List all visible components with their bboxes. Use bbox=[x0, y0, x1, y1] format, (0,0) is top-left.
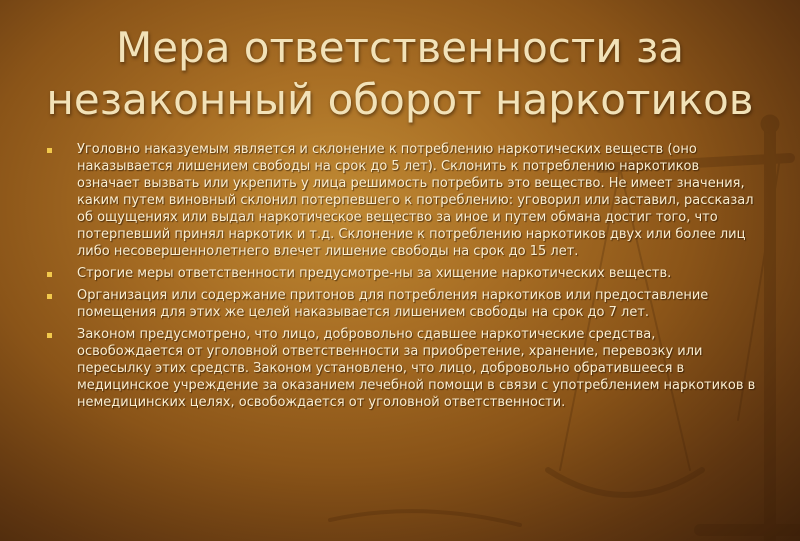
bullet-item bbox=[44, 265, 764, 282]
bullet-marker-icon bbox=[47, 294, 52, 299]
bullet-text: Законом предусмотрено, что лицо, добровольно сдавшее наркотические средства, освобождается от уголовной ответственности за приобретение, хранение, перевозку или пересылку этих средств. Законом установлено, что лицо, добровольно обратившееся в медицинское учреждение за оказанием лечебной помощи в связи с употреблением наркотиков в немедицинских целях, освобождается от уголовной ответственности. bbox=[77, 327, 756, 410]
bullet-text: Строгие меры ответственности предусмотре-ны за хищение наркотических веществ. bbox=[77, 266, 672, 281]
slide-title-line-2: незаконный оборот наркотиков bbox=[46, 75, 754, 124]
bullet-list bbox=[44, 141, 764, 416]
bullet-item bbox=[44, 287, 764, 321]
bullet-marker-icon bbox=[47, 148, 52, 153]
bullet-item bbox=[44, 326, 764, 411]
bullet-text: Уголовно наказуемым является и склонение к потреблению наркотических веществ (оно наказывается лишением свободы на срок до 5 лет). Склонить к потреблению наркотиков означает вызвать или укрепить у лица решимость потребить это вещество. Не имеет значения, каким путем виновный склонил потерпевшего к потреблению: уговорил или заставил, рассказал об ощущениях или выдал наркотическое вещество за иное и путем обмана достиг того, что потерпевший принял наркотик и т.д. Склонение к потреблению наркотиков двух или более лиц либо несовершеннолетнего влечет лишение свободы на срок до 15 лет. bbox=[77, 142, 754, 259]
bullet-item bbox=[44, 141, 764, 260]
slide-title bbox=[40, 22, 760, 126]
bullet-marker-icon bbox=[47, 272, 52, 277]
bullet-text: Организация или содержание притонов для потребления наркотиков или предоставление помещения для этих же целей наказывается лишением свободы на срок до 7 лет. bbox=[77, 288, 709, 320]
slide-title-line-1: Мера ответственности за bbox=[115, 23, 685, 72]
bullet-marker-icon bbox=[47, 333, 52, 338]
